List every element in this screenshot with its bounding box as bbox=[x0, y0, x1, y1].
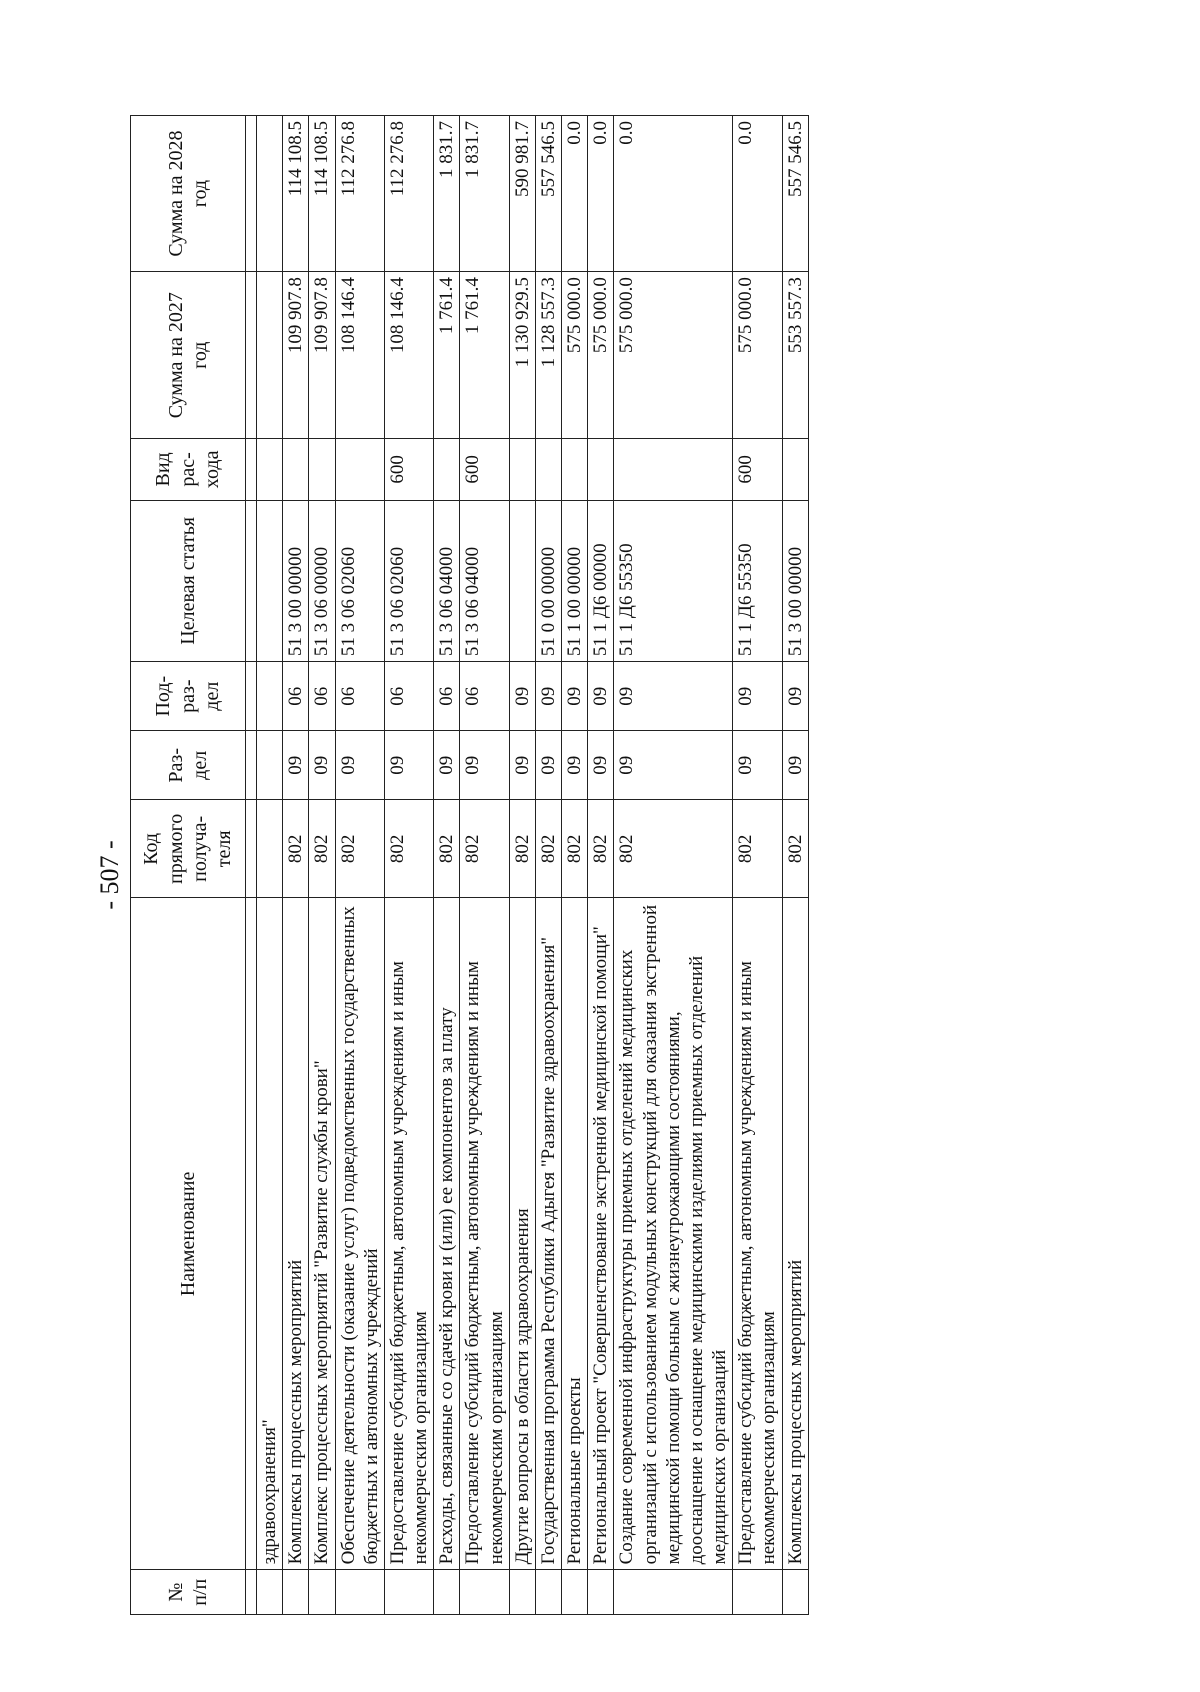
cell-sum-2027: 1 761.4 bbox=[460, 272, 509, 439]
cell-section: 09 bbox=[588, 731, 614, 800]
cell-sum-2028: 114 108.5 bbox=[309, 116, 335, 272]
cell-code: 802 bbox=[384, 800, 433, 898]
cell-sum-2027: 575 000.0 bbox=[614, 272, 733, 439]
cell-number bbox=[309, 1570, 335, 1615]
budget-table bbox=[130, 115, 809, 1615]
cell-article: 51 3 06 04000 bbox=[434, 500, 460, 662]
cell-article: 51 0 00 00000 bbox=[535, 500, 561, 662]
cell-subsection: 09 bbox=[733, 662, 782, 731]
cell-subsection: 09 bbox=[562, 662, 588, 731]
table-row bbox=[460, 116, 509, 1615]
cell-section: 09 bbox=[782, 731, 808, 800]
cell-sum-2028: 114 108.5 bbox=[283, 116, 309, 272]
table-row bbox=[384, 116, 433, 1615]
cell-sum-2028: 557 546.5 bbox=[535, 116, 561, 272]
cell-kind bbox=[509, 439, 535, 500]
cell-section: 09 bbox=[283, 731, 309, 800]
cell-subsection: 06 bbox=[460, 662, 509, 731]
cell-kind bbox=[257, 439, 283, 500]
cell-subsection: 09 bbox=[614, 662, 733, 731]
cell-section bbox=[257, 731, 283, 800]
cell-kind bbox=[588, 439, 614, 500]
cell-kind: 600 bbox=[460, 439, 509, 500]
cell-sum-2028: 0.0 bbox=[588, 116, 614, 272]
cell-sum-2027 bbox=[257, 272, 283, 439]
table-row bbox=[283, 116, 309, 1615]
cell-sum-2027: 109 907.8 bbox=[309, 272, 335, 439]
cell-code: 802 bbox=[283, 800, 309, 898]
cell-kind bbox=[309, 439, 335, 500]
table-body bbox=[257, 116, 809, 1615]
table-row bbox=[588, 116, 614, 1615]
header-subsection: Под-раз-дел bbox=[131, 662, 246, 731]
cell-name: Предоставление субсидий бюджетным, автономным учреждениям и иным некоммерческим организациям bbox=[733, 898, 782, 1570]
cell-section: 09 bbox=[309, 731, 335, 800]
cell-article bbox=[509, 500, 535, 662]
cell-section: 09 bbox=[562, 731, 588, 800]
cell-sum-2027: 1 130 929.5 bbox=[509, 272, 535, 439]
cell-number bbox=[434, 1570, 460, 1615]
cell-subsection: 09 bbox=[588, 662, 614, 731]
cell-subsection: 09 bbox=[535, 662, 561, 731]
header-recipient-code: Код прямого получа-теля bbox=[131, 800, 246, 898]
table-row bbox=[733, 116, 782, 1615]
cell-article: 51 1 Д6 00000 bbox=[588, 500, 614, 662]
cell-sum-2027: 109 907.8 bbox=[283, 272, 309, 439]
cell-section: 09 bbox=[434, 731, 460, 800]
cell-sum-2027: 1 128 557.3 bbox=[535, 272, 561, 439]
table-row bbox=[257, 116, 283, 1615]
cell-number bbox=[257, 1570, 283, 1615]
cell-sum-2027: 108 146.4 bbox=[384, 272, 433, 439]
cell-article: 51 1 00 00000 bbox=[562, 500, 588, 662]
cell-kind: 600 bbox=[384, 439, 433, 500]
cell-kind bbox=[535, 439, 561, 500]
cell-kind: 600 bbox=[733, 439, 782, 500]
cell-subsection: 06 bbox=[434, 662, 460, 731]
page-number: - 507 - bbox=[95, 840, 124, 910]
header-expense-kind: Вид рас-хода bbox=[131, 439, 246, 500]
cell-name: Обеспечение деятельности (оказание услуг) подведомственных государственных бюджетных и автономных учреждений bbox=[335, 898, 384, 1570]
cell-name: Создание современной инфраструктуры приемных отделений медицинских организаций с использованием модульных конструкций для оказания экстренной медицинской помощи больным с жизнеугрожающими состояниями, дооснащение и оснащение медицинскими изделиями приемных отделений медицинских организаций bbox=[614, 898, 733, 1570]
header-sum-2027: Сумма на 2027 год bbox=[131, 272, 246, 439]
cell-number bbox=[733, 1570, 782, 1615]
header-number: № п/п bbox=[131, 1570, 246, 1615]
cell-article: 51 3 00 00000 bbox=[782, 500, 808, 662]
table-row bbox=[782, 116, 808, 1615]
cell-number bbox=[335, 1570, 384, 1615]
cell-number bbox=[283, 1570, 309, 1615]
table-row bbox=[614, 116, 733, 1615]
cell-code: 802 bbox=[335, 800, 384, 898]
cell-subsection: 09 bbox=[782, 662, 808, 731]
cell-name: здравоохранения" bbox=[257, 898, 283, 1570]
cell-name: Расходы, связанные со сдачей крови и (или) ее компонентов за плату bbox=[434, 898, 460, 1570]
cell-name: Государственная программа Республики Адыгея "Развитие здравоохранения" bbox=[535, 898, 561, 1570]
cell-name: Региональные проекты bbox=[562, 898, 588, 1570]
cell-kind bbox=[614, 439, 733, 500]
cell-sum-2028: 112 276.8 bbox=[384, 116, 433, 272]
cell-section: 09 bbox=[335, 731, 384, 800]
cell-number bbox=[614, 1570, 733, 1615]
header-name: Наименование bbox=[131, 898, 246, 1570]
cell-article: 51 1 Д6 55350 bbox=[733, 500, 782, 662]
header-sum-2028: Сумма на 2028 год bbox=[131, 116, 246, 272]
cell-kind bbox=[283, 439, 309, 500]
cell-subsection: 06 bbox=[335, 662, 384, 731]
cell-code: 802 bbox=[509, 800, 535, 898]
cell-code: 802 bbox=[460, 800, 509, 898]
cell-number bbox=[460, 1570, 509, 1615]
cell-section: 09 bbox=[535, 731, 561, 800]
cell-article: 51 3 06 00000 bbox=[309, 500, 335, 662]
cell-article: 51 1 Д6 55350 bbox=[614, 500, 733, 662]
cell-section: 09 bbox=[614, 731, 733, 800]
cell-sum-2028: 1 831.7 bbox=[434, 116, 460, 272]
cell-subsection bbox=[257, 662, 283, 731]
header-spacer-row bbox=[246, 116, 257, 1615]
cell-code: 802 bbox=[309, 800, 335, 898]
cell-code: 802 bbox=[782, 800, 808, 898]
cell-kind bbox=[434, 439, 460, 500]
cell-code: 802 bbox=[733, 800, 782, 898]
cell-sum-2027: 575 000.0 bbox=[562, 272, 588, 439]
cell-code: 802 bbox=[535, 800, 561, 898]
cell-number bbox=[509, 1570, 535, 1615]
cell-subsection: 09 bbox=[509, 662, 535, 731]
cell-name: Другие вопросы в области здравоохранения bbox=[509, 898, 535, 1570]
cell-name: Комплексы процессных мероприятий bbox=[283, 898, 309, 1570]
table-row bbox=[434, 116, 460, 1615]
cell-code: 802 bbox=[588, 800, 614, 898]
cell-number bbox=[562, 1570, 588, 1615]
table-row bbox=[335, 116, 384, 1615]
cell-name: Комплекс процессных мероприятий "Развитие службы крови" bbox=[309, 898, 335, 1570]
cell-sum-2028: 590 981.7 bbox=[509, 116, 535, 272]
cell-code: 802 bbox=[562, 800, 588, 898]
table-row bbox=[509, 116, 535, 1615]
cell-sum-2028 bbox=[257, 116, 283, 272]
cell-name: Предоставление субсидий бюджетным, автономным учреждениям и иным некоммерческим организациям bbox=[460, 898, 509, 1570]
cell-section: 09 bbox=[733, 731, 782, 800]
cell-kind bbox=[562, 439, 588, 500]
cell-number bbox=[384, 1570, 433, 1615]
cell-code bbox=[257, 800, 283, 898]
cell-article: 51 3 00 00000 bbox=[283, 500, 309, 662]
cell-sum-2028: 0.0 bbox=[733, 116, 782, 272]
cell-number bbox=[535, 1570, 561, 1615]
cell-subsection: 06 bbox=[384, 662, 433, 731]
cell-kind bbox=[335, 439, 384, 500]
rotated-table-container bbox=[130, 115, 1065, 1615]
cell-sum-2027: 553 557.3 bbox=[782, 272, 808, 439]
cell-sum-2027: 108 146.4 bbox=[335, 272, 384, 439]
cell-sum-2028: 557 546.5 bbox=[782, 116, 808, 272]
cell-article: 51 3 06 02060 bbox=[335, 500, 384, 662]
cell-name: Региональный проект "Совершенствование экстренной медицинской помощи" bbox=[588, 898, 614, 1570]
cell-sum-2028: 1 831.7 bbox=[460, 116, 509, 272]
cell-article: 51 3 06 04000 bbox=[460, 500, 509, 662]
cell-sum-2027: 575 000.0 bbox=[588, 272, 614, 439]
cell-subsection: 06 bbox=[309, 662, 335, 731]
table-row bbox=[309, 116, 335, 1615]
header-section: Раз-дел bbox=[131, 731, 246, 800]
table-row bbox=[562, 116, 588, 1615]
cell-section: 09 bbox=[384, 731, 433, 800]
table-row bbox=[535, 116, 561, 1615]
cell-sum-2027: 575 000.0 bbox=[733, 272, 782, 439]
cell-code: 802 bbox=[614, 800, 733, 898]
cell-number bbox=[588, 1570, 614, 1615]
cell-kind bbox=[782, 439, 808, 500]
cell-name: Предоставление субсидий бюджетным, автономным учреждениям и иным некоммерческим организациям bbox=[384, 898, 433, 1570]
table-header-row bbox=[131, 116, 246, 1615]
cell-sum-2028: 0.0 bbox=[562, 116, 588, 272]
cell-section: 09 bbox=[509, 731, 535, 800]
cell-subsection: 06 bbox=[283, 662, 309, 731]
cell-section: 09 bbox=[460, 731, 509, 800]
cell-article bbox=[257, 500, 283, 662]
header-target-article: Целевая статья bbox=[131, 500, 246, 662]
cell-sum-2028: 0.0 bbox=[614, 116, 733, 272]
cell-sum-2028: 112 276.8 bbox=[335, 116, 384, 272]
cell-code: 802 bbox=[434, 800, 460, 898]
cell-name: Комплексы процессных мероприятий bbox=[782, 898, 808, 1570]
cell-sum-2027: 1 761.4 bbox=[434, 272, 460, 439]
cell-number bbox=[782, 1570, 808, 1615]
cell-article: 51 3 06 02060 bbox=[384, 500, 433, 662]
